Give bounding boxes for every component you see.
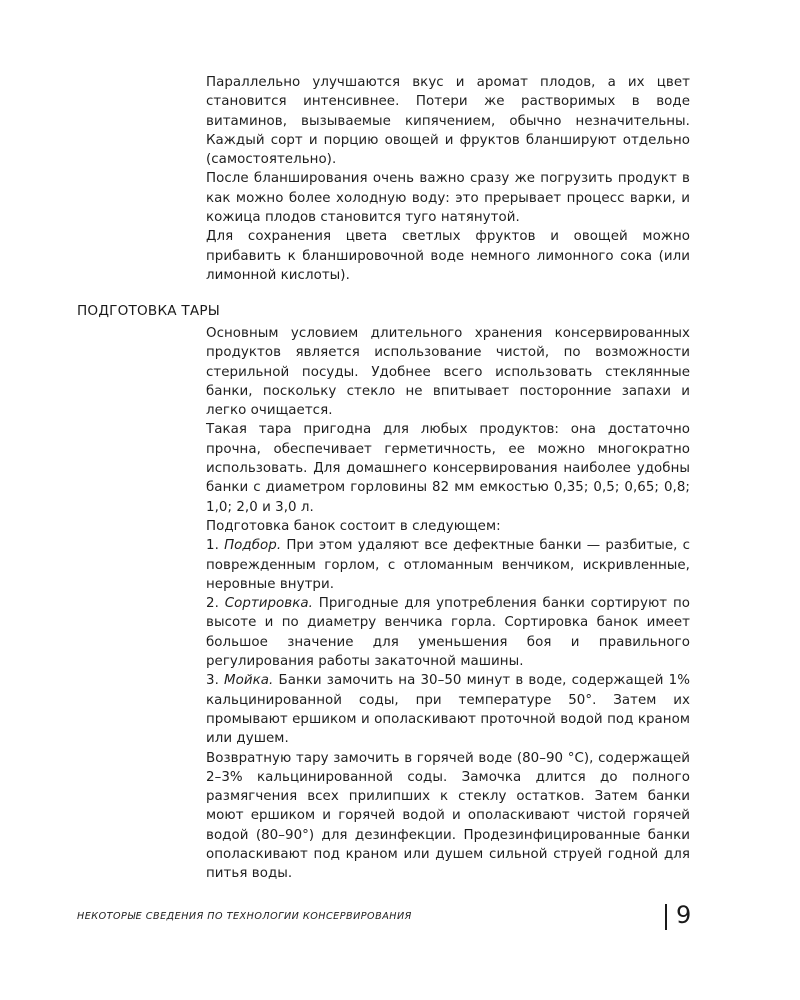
paragraph: Подготовка банок состоит в следующем:	[206, 518, 501, 534]
paragraph: Возвратную тару замочить в горячей воде (80–90 °С), содержащей 2–3% кальцинированной соды. Замочка длится до полного размягчения всех прилипших к стеклу остатков. Затем банки моют ершиком и горячей водой и ополаскивают чистой горячей водой (80–90°) для дезинфекции. Продезинфицированные банки ополаскивают под краном или душем сильной струей годной для питья воды.	[206, 750, 690, 882]
paragraph: Параллельно улучшаются вкус и аромат плодов, а их цвет становится интенсивнее. Потери же растворимых в воде витаминов, вызываемые кипячением, обычно незначительны. Каждый сорт и порцию овощей и фруктов бланшируют отдельно (самостоятельно).	[206, 75, 690, 168]
step-number: 1.	[206, 538, 219, 554]
paragraph: Основным условием длительного хранения консервированных продуктов является использование чистой, по возможности стерильной посуды. Удобнее всего использовать стеклянные банки, поскольку стекло не впитывает посторонние запахи и легко очищается.	[206, 326, 690, 419]
step-text: При этом удаляют все дефектные банки — разбитые, с поврежденным горлом, с отломанным венчиком, искривленные, неровные внутри.	[206, 538, 691, 592]
section-heading: ПОДГОТОВКА ТАРЫ	[77, 303, 220, 319]
step-item	[206, 536, 690, 594]
step-term: Подбор.	[224, 538, 282, 554]
container-prep-text-block	[206, 324, 690, 884]
step-term: Мойка.	[224, 673, 274, 689]
paragraph: Для сохранения цвета светлых фруктов и овощей можно прибавить к бланшировочной воде немного лимонного сока (или лимонной кислоты).	[206, 229, 690, 283]
footer-divider	[665, 904, 667, 930]
step-number: 3.	[206, 673, 219, 689]
step-item	[206, 671, 690, 748]
step-text: Пригодные для употребления банки сортируют по высоте и по диаметру венчика горла. Сортировка банок имеет большое значение для уменьшения боя и правильного регулирования работы закаточной машины.	[206, 596, 690, 670]
step-item	[206, 594, 690, 671]
paragraph: Такая тара пригодна для любых продуктов: она достаточно прочна, обеспечивает герметичность, ее можно многократно использовать. Для домашнего консервирования наиболее удобны банки с диаметром горловины 82 мм емкостью 0,35; 0,5; 0,65; 0,8; 1,0; 2,0 и 3,0 л.	[206, 422, 690, 515]
step-text: Банки замочить на 30–50 минут в воде, содержащей 1% кальцинированной соды, при температуре 50°. Затем их промывают ершиком и ополаскивают проточной водой под краном или душем.	[206, 673, 690, 747]
paragraph: После бланширования очень важно сразу же погрузить продукт в как можно более холодную воду: это прерывает процесс варки, и кожица плодов становится туго натянутой.	[206, 171, 690, 226]
running-title: НЕКОТОРЫЕ СВЕДЕНИЯ ПО ТЕХНОЛОГИИ КОНСЕРВИРОВАНИЯ	[77, 911, 412, 922]
blanching-text-block	[206, 73, 690, 285]
step-term: Сортировка.	[224, 596, 313, 612]
step-number: 2.	[206, 596, 219, 612]
page-number: 9	[676, 901, 692, 929]
